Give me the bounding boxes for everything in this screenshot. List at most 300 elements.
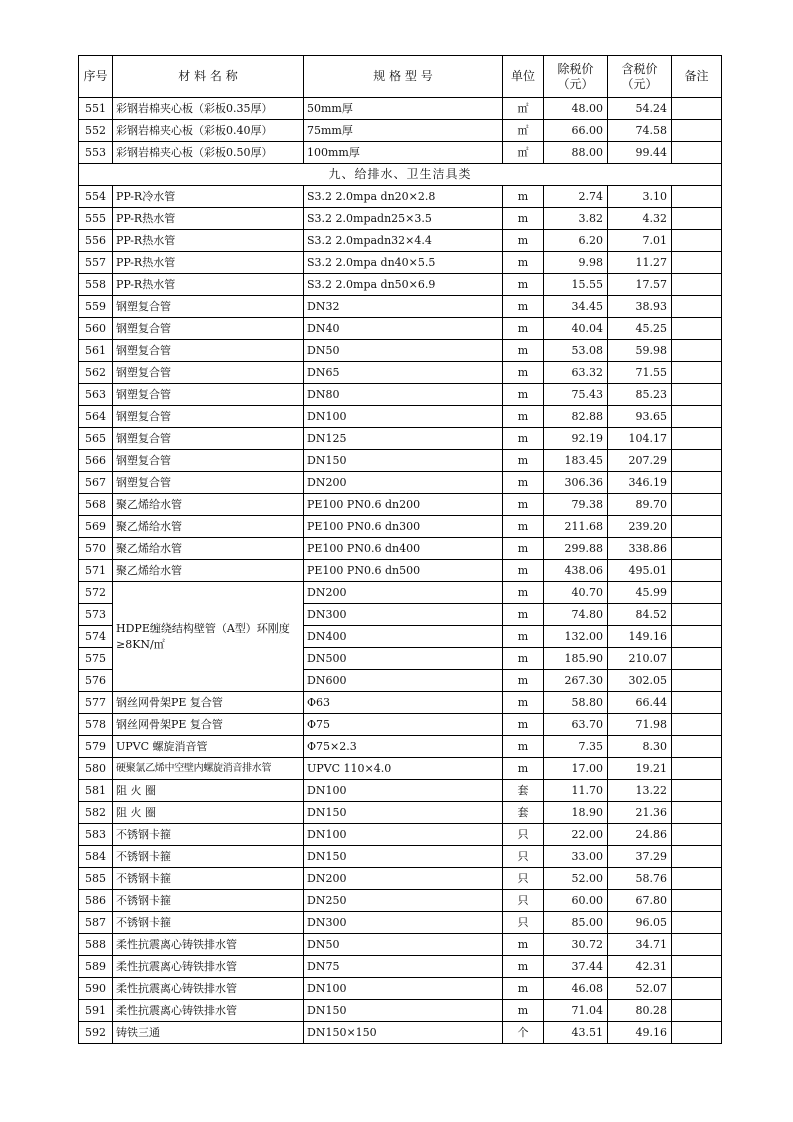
price-inc-tax: 37.29 <box>608 846 672 868</box>
price-ex-tax: 48.00 <box>544 98 608 120</box>
price-ex-tax: 33.00 <box>544 846 608 868</box>
header-price-inc-tax: 含税价 （元） <box>608 56 672 98</box>
note <box>672 736 722 758</box>
row-number: 584 <box>79 846 113 868</box>
note <box>672 560 722 582</box>
price-ex-tax: 40.70 <box>544 582 608 604</box>
row-number: 587 <box>79 912 113 934</box>
table-row <box>79 296 722 318</box>
note <box>672 142 722 164</box>
row-number: 552 <box>79 120 113 142</box>
material-name: 聚乙烯给水管 <box>113 560 304 582</box>
note <box>672 626 722 648</box>
table-row <box>79 208 722 230</box>
spec-model: S3.2 2.0mpadn25×3.5 <box>304 208 503 230</box>
price-ex-tax: 18.90 <box>544 802 608 824</box>
price-table <box>78 55 722 1044</box>
spec-model: 50mm厚 <box>304 98 503 120</box>
spec-model: DN100 <box>304 978 503 1000</box>
note <box>672 274 722 296</box>
note <box>672 538 722 560</box>
table-row <box>79 582 722 604</box>
unit: m <box>503 560 544 582</box>
table-row <box>79 956 722 978</box>
price-ex-tax: 88.00 <box>544 142 608 164</box>
note <box>672 912 722 934</box>
spec-model: PE100 PN0.6 dn500 <box>304 560 503 582</box>
unit: m <box>503 252 544 274</box>
price-inc-tax: 34.71 <box>608 934 672 956</box>
note <box>672 516 722 538</box>
material-name: 聚乙烯给水管 <box>113 494 304 516</box>
row-number: 572 <box>79 582 113 604</box>
unit: ㎡ <box>503 98 544 120</box>
material-name: 硬聚氯乙烯中空壁内螺旋消音排水管 <box>113 758 304 780</box>
unit: m <box>503 1000 544 1022</box>
unit: 只 <box>503 890 544 912</box>
price-inc-tax: 71.55 <box>608 362 672 384</box>
price-inc-tax: 93.65 <box>608 406 672 428</box>
material-name: 柔性抗震离心铸铁排水管 <box>113 956 304 978</box>
note <box>672 472 722 494</box>
price-inc-tax: 7.01 <box>608 230 672 252</box>
note <box>672 318 722 340</box>
note <box>672 824 722 846</box>
table-row <box>79 494 722 516</box>
price-ex-tax: 306.36 <box>544 472 608 494</box>
price-inc-tax: 149.16 <box>608 626 672 648</box>
unit: m <box>503 670 544 692</box>
material-name: 聚乙烯给水管 <box>113 538 304 560</box>
note <box>672 846 722 868</box>
row-number: 578 <box>79 714 113 736</box>
table-row <box>79 1022 722 1044</box>
unit: 套 <box>503 780 544 802</box>
note <box>672 890 722 912</box>
spec-model: 100mm厚 <box>304 142 503 164</box>
spec-model: DN150 <box>304 1000 503 1022</box>
material-name: 钢丝网骨架PE 复合管 <box>113 714 304 736</box>
material-name: 彩钢岩棉夹心板（彩板0.50厚） <box>113 142 304 164</box>
price-inc-tax: 17.57 <box>608 274 672 296</box>
note <box>672 648 722 670</box>
table-row <box>79 692 722 714</box>
spec-model: PE100 PN0.6 dn200 <box>304 494 503 516</box>
table-row <box>79 362 722 384</box>
note <box>672 670 722 692</box>
spec-model: DN80 <box>304 384 503 406</box>
spec-model: DN150 <box>304 450 503 472</box>
note <box>672 406 722 428</box>
row-number: 573 <box>79 604 113 626</box>
price-ex-tax: 46.08 <box>544 978 608 1000</box>
price-ex-tax: 85.00 <box>544 912 608 934</box>
unit: 套 <box>503 802 544 824</box>
price-inc-tax: 302.05 <box>608 670 672 692</box>
spec-model: DN50 <box>304 340 503 362</box>
table-body <box>79 98 722 1044</box>
note <box>672 956 722 978</box>
price-inc-tax: 84.52 <box>608 604 672 626</box>
spec-model: S3.2 2.0mpa dn50×6.9 <box>304 274 503 296</box>
row-number: 567 <box>79 472 113 494</box>
price-ex-tax: 9.98 <box>544 252 608 274</box>
row-number: 580 <box>79 758 113 780</box>
price-ex-tax: 58.80 <box>544 692 608 714</box>
price-ex-tax: 11.70 <box>544 780 608 802</box>
row-number: 561 <box>79 340 113 362</box>
table-row <box>79 758 722 780</box>
note <box>672 494 722 516</box>
price-ex-tax: 6.20 <box>544 230 608 252</box>
header-spec: 规 格 型 号 <box>304 56 503 98</box>
material-name: 不锈钢卡箍 <box>113 824 304 846</box>
row-number: 577 <box>79 692 113 714</box>
table-row <box>79 428 722 450</box>
table-row <box>79 978 722 1000</box>
note <box>672 296 722 318</box>
spec-model: DN400 <box>304 626 503 648</box>
row-number: 556 <box>79 230 113 252</box>
material-name: PP-R冷水管 <box>113 186 304 208</box>
row-number: 579 <box>79 736 113 758</box>
unit: m <box>503 538 544 560</box>
price-inc-tax: 11.27 <box>608 252 672 274</box>
row-number: 591 <box>79 1000 113 1022</box>
unit: m <box>503 428 544 450</box>
material-name: 彩钢岩棉夹心板（彩板0.40厚） <box>113 120 304 142</box>
header-note: 备注 <box>672 56 722 98</box>
table-row <box>79 384 722 406</box>
spec-model: Φ75 <box>304 714 503 736</box>
price-ex-tax: 183.45 <box>544 450 608 472</box>
unit: m <box>503 758 544 780</box>
note <box>672 208 722 230</box>
price-inc-tax: 80.28 <box>608 1000 672 1022</box>
price-ex-tax: 82.88 <box>544 406 608 428</box>
price-inc-tax: 45.99 <box>608 582 672 604</box>
header-unit: 单位 <box>503 56 544 98</box>
note <box>672 780 722 802</box>
material-name: 钢塑复合管 <box>113 296 304 318</box>
header-name: 材 料 名 称 <box>113 56 304 98</box>
spec-model: DN200 <box>304 472 503 494</box>
table-row <box>79 736 722 758</box>
table-row <box>79 560 722 582</box>
price-ex-tax: 2.74 <box>544 186 608 208</box>
table-row <box>79 846 722 868</box>
material-name: 钢塑复合管 <box>113 340 304 362</box>
unit: 只 <box>503 824 544 846</box>
material-name: 柔性抗震离心铸铁排水管 <box>113 934 304 956</box>
spec-model: Φ63 <box>304 692 503 714</box>
table-row <box>79 934 722 956</box>
spec-model: DN75 <box>304 956 503 978</box>
table-row <box>79 714 722 736</box>
price-ex-tax: 22.00 <box>544 824 608 846</box>
row-number: 582 <box>79 802 113 824</box>
price-inc-tax: 49.16 <box>608 1022 672 1044</box>
spec-model: DN40 <box>304 318 503 340</box>
material-name: 不锈钢卡箍 <box>113 868 304 890</box>
note <box>672 714 722 736</box>
spec-model: DN600 <box>304 670 503 692</box>
table-row <box>79 120 722 142</box>
price-inc-tax: 4.32 <box>608 208 672 230</box>
row-number: 576 <box>79 670 113 692</box>
price-ex-tax: 75.43 <box>544 384 608 406</box>
row-number: 588 <box>79 934 113 956</box>
material-name: PP-R热水管 <box>113 274 304 296</box>
price-inc-tax: 239.20 <box>608 516 672 538</box>
row-number: 590 <box>79 978 113 1000</box>
row-number: 554 <box>79 186 113 208</box>
note <box>672 978 722 1000</box>
material-name: 钢塑复合管 <box>113 318 304 340</box>
material-name: 柔性抗震离心铸铁排水管 <box>113 1000 304 1022</box>
row-number: 589 <box>79 956 113 978</box>
price-inc-tax: 67.80 <box>608 890 672 912</box>
table-row <box>79 868 722 890</box>
spec-model: 75mm厚 <box>304 120 503 142</box>
price-inc-tax: 38.93 <box>608 296 672 318</box>
material-name: 不锈钢卡箍 <box>113 912 304 934</box>
material-name: 不锈钢卡箍 <box>113 846 304 868</box>
unit: m <box>503 604 544 626</box>
row-number: 564 <box>79 406 113 428</box>
material-name: UPVC 螺旋消音管 <box>113 736 304 758</box>
spec-model: S3.2 2.0mpa dn40×5.5 <box>304 252 503 274</box>
note <box>672 692 722 714</box>
spec-model: DN300 <box>304 912 503 934</box>
price-ex-tax: 43.51 <box>544 1022 608 1044</box>
unit: m <box>503 648 544 670</box>
material-name: PP-R热水管 <box>113 208 304 230</box>
unit: m <box>503 406 544 428</box>
price-ex-tax: 53.08 <box>544 340 608 362</box>
price-ex-tax: 63.32 <box>544 362 608 384</box>
note <box>672 230 722 252</box>
note <box>672 98 722 120</box>
price-ex-tax: 30.72 <box>544 934 608 956</box>
row-number: 566 <box>79 450 113 472</box>
unit: 只 <box>503 846 544 868</box>
spec-model: DN150 <box>304 846 503 868</box>
table-row <box>79 824 722 846</box>
unit: m <box>503 714 544 736</box>
spec-model: S3.2 2.0mpadn32×4.4 <box>304 230 503 252</box>
table-row <box>79 274 722 296</box>
material-name: 钢塑复合管 <box>113 384 304 406</box>
spec-model: DN300 <box>304 604 503 626</box>
unit: m <box>503 318 544 340</box>
price-inc-tax: 21.36 <box>608 802 672 824</box>
row-number: 555 <box>79 208 113 230</box>
unit: m <box>503 450 544 472</box>
spec-model: DN500 <box>304 648 503 670</box>
material-name: 柔性抗震离心铸铁排水管 <box>113 978 304 1000</box>
price-inc-tax: 59.98 <box>608 340 672 362</box>
price-inc-tax: 104.17 <box>608 428 672 450</box>
price-ex-tax: 267.30 <box>544 670 608 692</box>
price-ex-tax: 211.68 <box>544 516 608 538</box>
unit: m <box>503 208 544 230</box>
price-ex-tax: 63.70 <box>544 714 608 736</box>
note <box>672 362 722 384</box>
unit: m <box>503 516 544 538</box>
spec-model: PE100 PN0.6 dn300 <box>304 516 503 538</box>
row-number: 551 <box>79 98 113 120</box>
price-ex-tax: 15.55 <box>544 274 608 296</box>
note <box>672 1022 722 1044</box>
spec-model: UPVC 110×4.0 <box>304 758 503 780</box>
price-ex-tax: 17.00 <box>544 758 608 780</box>
price-inc-tax: 74.58 <box>608 120 672 142</box>
row-number: 570 <box>79 538 113 560</box>
row-number: 586 <box>79 890 113 912</box>
price-inc-tax: 71.98 <box>608 714 672 736</box>
row-number: 560 <box>79 318 113 340</box>
spec-model: DN150 <box>304 802 503 824</box>
material-name: 阻 火 圈 <box>113 802 304 824</box>
price-ex-tax: 7.35 <box>544 736 608 758</box>
material-name: PP-R热水管 <box>113 230 304 252</box>
header-row <box>79 56 722 98</box>
price-inc-tax: 45.25 <box>608 318 672 340</box>
table-row <box>79 340 722 362</box>
spec-model: DN32 <box>304 296 503 318</box>
table-row <box>79 406 722 428</box>
price-ex-tax: 60.00 <box>544 890 608 912</box>
price-ex-tax: 40.04 <box>544 318 608 340</box>
section-header-row <box>79 164 722 186</box>
price-inc-tax: 13.22 <box>608 780 672 802</box>
unit: 只 <box>503 868 544 890</box>
unit: m <box>503 274 544 296</box>
table-row <box>79 98 722 120</box>
row-number: 585 <box>79 868 113 890</box>
unit: m <box>503 340 544 362</box>
table-row <box>79 1000 722 1022</box>
material-name: 阻 火 圈 <box>113 780 304 802</box>
material-name: 钢丝网骨架PE 复合管 <box>113 692 304 714</box>
price-inc-tax: 66.44 <box>608 692 672 714</box>
material-name: PP-R热水管 <box>113 252 304 274</box>
price-ex-tax: 52.00 <box>544 868 608 890</box>
table-row <box>79 252 722 274</box>
spec-model: DN200 <box>304 868 503 890</box>
note <box>672 934 722 956</box>
price-ex-tax: 34.45 <box>544 296 608 318</box>
row-number: 592 <box>79 1022 113 1044</box>
unit: m <box>503 384 544 406</box>
price-inc-tax: 3.10 <box>608 186 672 208</box>
price-inc-tax: 54.24 <box>608 98 672 120</box>
price-inc-tax: 99.44 <box>608 142 672 164</box>
spec-model: DN100 <box>304 780 503 802</box>
price-inc-tax: 52.07 <box>608 978 672 1000</box>
price-ex-tax: 3.82 <box>544 208 608 230</box>
row-number: 553 <box>79 142 113 164</box>
note <box>672 802 722 824</box>
table-row <box>79 142 722 164</box>
unit: m <box>503 934 544 956</box>
price-ex-tax: 92.19 <box>544 428 608 450</box>
row-number: 583 <box>79 824 113 846</box>
row-number: 558 <box>79 274 113 296</box>
unit: m <box>503 296 544 318</box>
unit: m <box>503 230 544 252</box>
spec-model: PE100 PN0.6 dn400 <box>304 538 503 560</box>
price-inc-tax: 89.70 <box>608 494 672 516</box>
row-number: 565 <box>79 428 113 450</box>
material-name: 钢塑复合管 <box>113 472 304 494</box>
material-name: 聚乙烯给水管 <box>113 516 304 538</box>
material-name: 彩钢岩棉夹心板（彩板0.35厚） <box>113 98 304 120</box>
note <box>672 604 722 626</box>
table-row <box>79 186 722 208</box>
spec-model: DN100 <box>304 824 503 846</box>
unit: m <box>503 626 544 648</box>
note <box>672 582 722 604</box>
spec-model: DN150×150 <box>304 1022 503 1044</box>
unit: m <box>503 494 544 516</box>
price-ex-tax: 185.90 <box>544 648 608 670</box>
price-ex-tax: 299.88 <box>544 538 608 560</box>
unit: m <box>503 472 544 494</box>
table-row <box>79 912 722 934</box>
price-inc-tax: 338.86 <box>608 538 672 560</box>
note <box>672 120 722 142</box>
unit: 只 <box>503 912 544 934</box>
section-title: 九、给排水、卫生洁具类 <box>79 164 722 186</box>
note <box>672 1000 722 1022</box>
table-row <box>79 450 722 472</box>
unit: m <box>503 692 544 714</box>
price-ex-tax: 71.04 <box>544 1000 608 1022</box>
unit: ㎡ <box>503 142 544 164</box>
note <box>672 428 722 450</box>
note <box>672 186 722 208</box>
table-row <box>79 516 722 538</box>
table-row <box>79 780 722 802</box>
table-row <box>79 802 722 824</box>
row-number: 569 <box>79 516 113 538</box>
price-inc-tax: 346.19 <box>608 472 672 494</box>
row-number: 574 <box>79 626 113 648</box>
table-row <box>79 890 722 912</box>
spec-model: DN250 <box>304 890 503 912</box>
unit: m <box>503 186 544 208</box>
material-name: 不锈钢卡箍 <box>113 890 304 912</box>
price-inc-tax: 19.21 <box>608 758 672 780</box>
material-name: 钢塑复合管 <box>113 428 304 450</box>
row-number: 562 <box>79 362 113 384</box>
spec-model: DN65 <box>304 362 503 384</box>
material-name: 钢塑复合管 <box>113 406 304 428</box>
unit: m <box>503 978 544 1000</box>
table-row <box>79 318 722 340</box>
table-row <box>79 472 722 494</box>
spec-model: Φ75×2.3 <box>304 736 503 758</box>
row-number: 581 <box>79 780 113 802</box>
unit: ㎡ <box>503 120 544 142</box>
table-row <box>79 230 722 252</box>
spec-model: DN200 <box>304 582 503 604</box>
row-number: 557 <box>79 252 113 274</box>
material-name: 钢塑复合管 <box>113 450 304 472</box>
price-inc-tax: 96.05 <box>608 912 672 934</box>
